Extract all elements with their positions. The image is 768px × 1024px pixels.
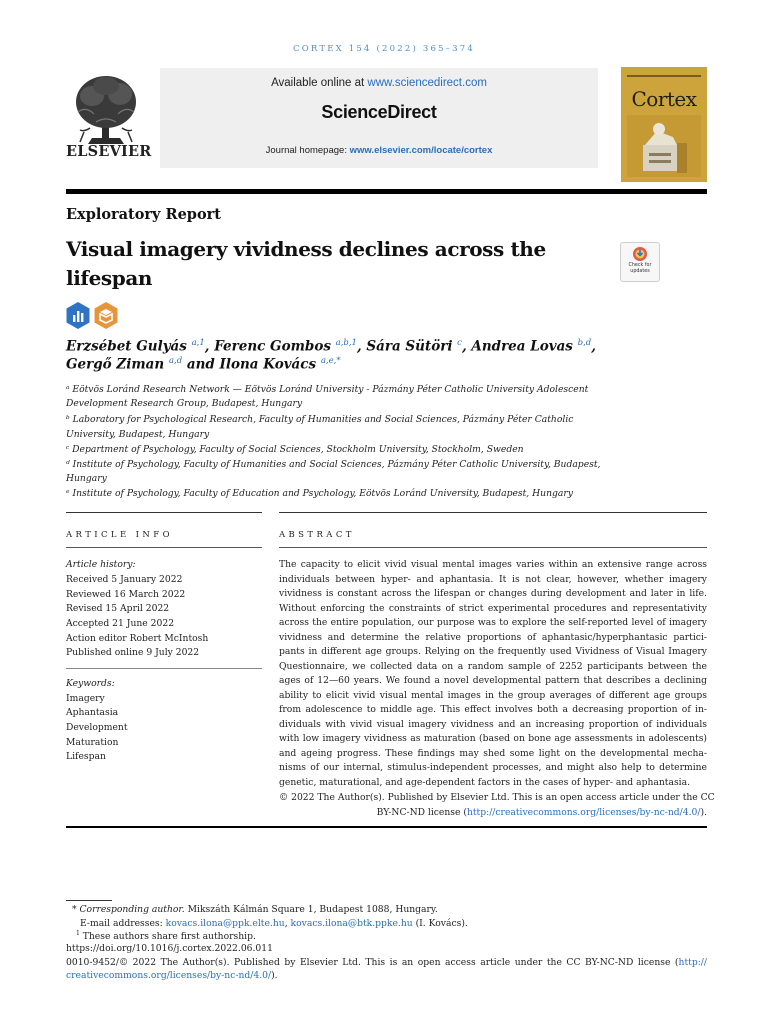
equal-authorship-text: These authors share first authorship.	[82, 931, 256, 943]
affiliation-b-cont: University, Budapest, Hungary	[66, 429, 210, 440]
check-for-updates-button[interactable]	[620, 242, 660, 282]
abstract-line: nisms of our internal, stimulus-independent processes, and might also help to determine	[279, 762, 707, 773]
email-suffix: (I. Kovács).	[412, 918, 468, 929]
history-accepted: Accepted 21 June 2022	[66, 618, 175, 629]
email-note	[80, 918, 468, 929]
affiliation-a-cont: Development Research Group, Budapest, Hungary	[66, 398, 303, 409]
journal-homepage-line	[160, 145, 598, 156]
abstract-heading-rule	[279, 547, 707, 548]
journal-reference: CORTEX 154 (2022) 365–374	[293, 44, 475, 54]
author-affiliation-marker[interactable]: a,1	[191, 338, 205, 348]
author-list-line-2	[66, 356, 341, 373]
author-separator: ,	[591, 338, 596, 355]
email-link[interactable]: kovacs.ilona@ppk.elte.hu	[165, 918, 285, 929]
license-link[interactable]: http://creativecommons.org/licenses/by-nc-nd/4.0/	[466, 807, 701, 818]
check-for-updates-icon	[632, 246, 648, 262]
email-separator: ,	[284, 918, 291, 929]
affiliation-d-cont: Hungary	[66, 473, 107, 484]
header-divider	[66, 189, 707, 194]
abstract-line: ages of 12—60 years. We found a novel developmental pattern that describes a declining	[279, 675, 707, 686]
author-affiliation-marker[interactable]: b,d	[577, 338, 592, 348]
sciencedirect-brand: ScienceDirect	[321, 102, 437, 122]
doi-link[interactable]: https://doi.org/10.1016/j.cortex.2022.06.011	[66, 943, 273, 954]
abstract-line: pants in different age groups. Relying on the frequently used Vividness of Visual Imagery	[279, 646, 707, 657]
abstract-line: ability to elicit vivid visual mental images in the group averages of different age groups	[279, 690, 707, 701]
data-badge-icon[interactable]	[66, 302, 90, 329]
article-type: Exploratory Report	[66, 206, 221, 223]
cover-rule	[627, 75, 701, 77]
equal-authorship-note	[76, 930, 256, 942]
article-history-label: Article history:	[66, 559, 136, 570]
author-name[interactable]: Andrea Lovas	[471, 338, 573, 355]
check-for-updates-label	[621, 263, 659, 274]
open-materials-badge-icon[interactable]	[94, 302, 118, 329]
abstract-line: individuals between hyper- and aphantasia. It is not clear, however, whether imagery	[279, 574, 707, 585]
affiliation-a: ᵃ Eötvös Loránd Research Network — Eötvös Loránd University - Pázmány Péter Catholic University Adolescent	[66, 384, 589, 395]
keyword-item[interactable]: Lifespan	[66, 751, 106, 762]
author-separator: ,	[356, 338, 367, 355]
abstract-copyright-line-1: © 2022 The Author(s). Published by Elsevier Ltd. This is an open access article under the CC	[279, 792, 715, 803]
abstract-top-rule	[279, 512, 707, 513]
abstract-heading: ABSTRACT	[279, 530, 355, 540]
check-for-updates-line-2: updates	[630, 268, 650, 274]
abstract-line: dividuals with vivid visual imagery vividness and an increasing proportion of individuals	[279, 719, 707, 730]
history-reviewed: Reviewed 16 March 2022	[66, 589, 186, 600]
journal-cover[interactable]	[621, 67, 707, 182]
available-online-line	[160, 77, 598, 89]
author-affiliation-marker[interactable]: a,b,1	[335, 338, 357, 348]
corresponding-address: Mikszáth Kálmán Square 1, Budapest 1088, Hungary.	[184, 904, 438, 915]
article-info-heading-rule	[66, 547, 262, 548]
abstract-line: The capacity to elicit vivid visual mental images varies within an extensive range across	[279, 559, 707, 570]
abstract-line: across the entire population, our purpose was to explore the self-reported level of imagery	[279, 617, 707, 628]
abstract-line: with low imagery vividness as maturation (based on bone age assessments in adolescents)	[279, 733, 707, 744]
license-suffix: ).	[700, 807, 707, 818]
author-name[interactable]: Erzsébet Gulyás	[66, 338, 187, 355]
license-line-2	[66, 970, 278, 981]
article-title-line-1: Visual imagery vividness declines across the	[66, 237, 546, 261]
author-affiliation-marker[interactable]: a,d	[168, 356, 183, 366]
footnote-marker: 1	[76, 930, 80, 937]
keyword-item[interactable]: Aphantasia	[66, 707, 119, 718]
author-list-line-1	[66, 338, 596, 355]
license-link[interactable]: creativecommons.org/licenses/by-nc-nd/4.0/	[66, 970, 272, 981]
cover-illustration-icon	[627, 115, 701, 177]
affiliation-d: ᵈ Institute of Psychology, Faculty of Humanities and Social Sciences, Pázmány Péter Catholic University, Budapest,	[66, 459, 601, 470]
cover-title: Cortex	[631, 87, 697, 111]
keyword-item[interactable]: Imagery	[66, 693, 105, 704]
keyword-item[interactable]: Development	[66, 722, 128, 733]
author-affiliation-marker[interactable]: c	[457, 338, 462, 348]
author-name[interactable]: Gergő Ziman	[66, 356, 165, 373]
license-prefix: BY-NC-ND license (	[376, 807, 467, 818]
abstract-line: Without enforcing the constraints of strict experimental procedures and representativity	[279, 603, 707, 614]
abstract-line: and ageing progress. These findings may shed some light on the developmental mecha-	[279, 748, 707, 759]
abstract-bottom-rule	[66, 826, 707, 828]
author-name[interactable]: Sára Sütöri	[366, 338, 453, 355]
license-line-1	[66, 957, 707, 968]
abstract-line: genetic, maturational, and age-dependent factors in the cases of hyper- and aphantasia.	[279, 777, 691, 788]
history-received: Received 5 January 2022	[66, 574, 183, 585]
author-name[interactable]: Ilona Kovács	[219, 356, 317, 373]
history-published-online: Published online 9 July 2022	[66, 647, 200, 658]
article-info-heading: ARTICLE INFO	[66, 530, 173, 540]
keywords-rule	[66, 668, 262, 669]
license-statement: 0010-9452/© 2022 The Author(s). Published by Elsevier Ltd. This is an open access article under the CC BY-NC-ND license (	[66, 957, 679, 968]
affiliation-e: ᵉ Institute of Psychology, Faculty of Education and Psychology, Eötvös Loránd University, Budapest, Hungary	[66, 488, 573, 499]
abstract-line: from adolescence to middle age. This effect involves both a decreasing proportion of in-	[279, 704, 707, 715]
footnote-rule	[66, 900, 112, 901]
corresponding-author-note	[72, 904, 438, 915]
abstract-line: vividness and determine the relative proportions of aphantasic/hyperphantasic partici-	[279, 632, 707, 643]
keywords-label: Keywords:	[66, 678, 115, 689]
abstract-copyright-line-2	[279, 807, 707, 818]
article-title-line-2: lifespan	[66, 266, 153, 290]
author-name[interactable]: Ferenc Gombos	[214, 338, 331, 355]
check-for-updates-line-1: Check for	[628, 263, 652, 268]
author-separator: and	[182, 356, 220, 373]
author-separator: ,	[461, 338, 472, 355]
affiliation-c: ᶜ Department of Psychology, Faculty of Social Sciences, Stockholm University, Stockholm, Sweden	[66, 444, 524, 455]
email-link[interactable]: kovacs.ilona@btk.ppke.hu	[290, 918, 413, 929]
affiliation-b: ᵇ Laboratory for Psychological Research, Faculty of Humanities and Social Sciences, Pázmány Péter Catholic	[66, 414, 574, 425]
article-info-top-rule	[66, 512, 262, 513]
available-online-text: Available online at	[271, 77, 368, 89]
keyword-item[interactable]: Maturation	[66, 737, 119, 748]
homepage-label: Journal homepage:	[265, 145, 350, 156]
author-affiliation-marker[interactable]: a,e,*	[320, 356, 341, 366]
history-action-editor: Action editor Robert McIntosh	[66, 633, 209, 644]
footnote-marker: *	[72, 904, 80, 915]
publisher-name: ELSEVIER	[66, 143, 152, 160]
author-separator: ,	[204, 338, 215, 355]
license-link[interactable]: http://	[678, 957, 707, 968]
corresponding-label: Corresponding author.	[79, 904, 185, 915]
license-suffix: ).	[271, 970, 278, 981]
email-label: E-mail addresses:	[80, 918, 166, 929]
history-revised: Revised 15 April 2022	[66, 603, 170, 614]
journal-homepage-link[interactable]: www.elsevier.com/locate/cortex	[349, 145, 493, 156]
abstract-line: vividness is constant across the lifespan or changes during development and later in life.	[279, 588, 707, 599]
sciencedirect-link[interactable]: www.sciencedirect.com	[367, 77, 487, 89]
abstract-line: Questionnaire, we collected data on a random sample of 2252 participants between the	[279, 661, 707, 672]
